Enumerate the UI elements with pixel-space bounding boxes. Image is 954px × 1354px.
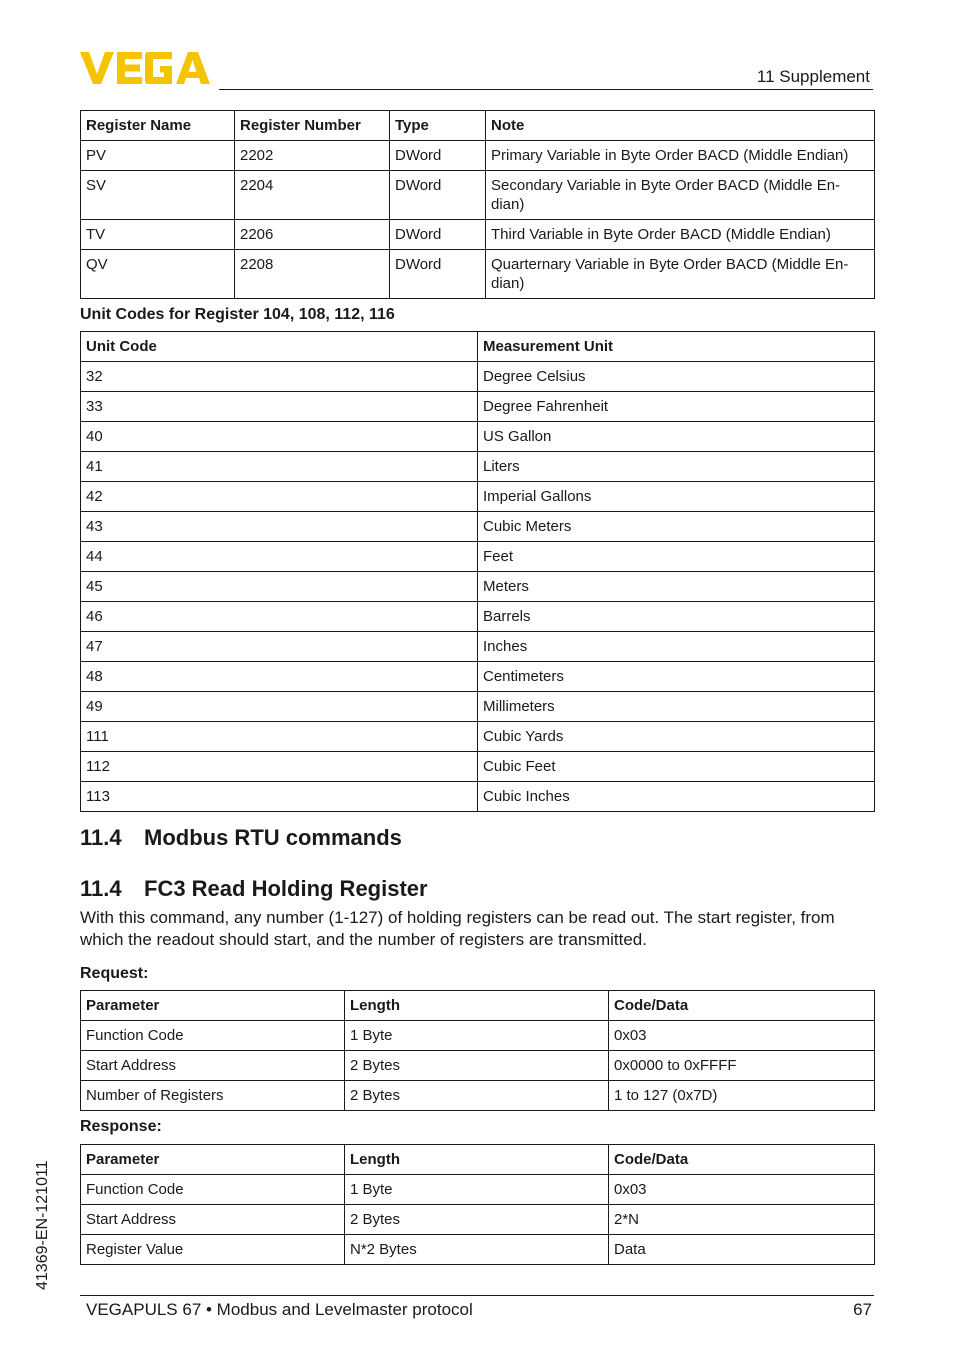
table-row xyxy=(81,782,875,812)
table-cell: Cubic Meters xyxy=(478,512,875,542)
table-cell: Feet xyxy=(478,542,875,572)
table-cell: 2*N xyxy=(609,1205,875,1235)
col-header: Length xyxy=(345,1145,609,1175)
table-cell: 2208 xyxy=(235,250,390,299)
section-heading-fc3 xyxy=(80,876,428,902)
table-cell: Number of Registers xyxy=(81,1081,345,1111)
table-row xyxy=(81,752,875,782)
register-table xyxy=(80,110,875,299)
table-cell: DWord xyxy=(390,171,486,220)
table-row xyxy=(81,1175,875,1205)
col-header: Code/Data xyxy=(609,991,875,1021)
table-cell: 2 Bytes xyxy=(345,1081,609,1111)
table-row xyxy=(81,602,875,632)
table-cell: 47 xyxy=(81,632,478,662)
table-header-row xyxy=(81,1145,875,1175)
table-row xyxy=(81,250,875,299)
table-cell: 1 Byte xyxy=(345,1175,609,1205)
col-header: Parameter xyxy=(81,1145,345,1175)
table-cell: Cubic Feet xyxy=(478,752,875,782)
table-cell: 0x03 xyxy=(609,1175,875,1205)
table-cell: SV xyxy=(81,171,235,220)
table-row xyxy=(81,1205,875,1235)
table-cell: Centimeters xyxy=(478,662,875,692)
table-row xyxy=(81,1081,875,1111)
col-header: Register Name xyxy=(81,111,235,141)
table-cell: Cubic Yards xyxy=(478,722,875,752)
header-rule xyxy=(219,89,873,90)
col-header: Code/Data xyxy=(609,1145,875,1175)
col-header: Unit Code xyxy=(81,332,478,362)
request-label: Request: xyxy=(80,965,149,982)
table-cell: DWord xyxy=(390,250,486,299)
table-cell: 112 xyxy=(81,752,478,782)
table-cell: 2202 xyxy=(235,141,390,171)
col-header: Note xyxy=(486,111,875,141)
table-row xyxy=(81,1051,875,1081)
table-cell: 45 xyxy=(81,572,478,602)
page-number: 67 xyxy=(853,1300,872,1319)
table-row xyxy=(81,722,875,752)
col-header: Register Number xyxy=(235,111,390,141)
table-row xyxy=(81,392,875,422)
table-cell: Start Address xyxy=(81,1051,345,1081)
table-cell: Function Code xyxy=(81,1175,345,1205)
table-cell: 2206 xyxy=(235,220,390,250)
table-header-row xyxy=(81,991,875,1021)
table-cell: QV xyxy=(81,250,235,299)
table-cell: 0x03 xyxy=(609,1021,875,1051)
table-cell: Data xyxy=(609,1235,875,1265)
table-row xyxy=(81,1235,875,1265)
table-cell: Barrels xyxy=(478,602,875,632)
table-row xyxy=(81,1021,875,1051)
table-cell: DWord xyxy=(390,220,486,250)
table-row xyxy=(81,422,875,452)
table-cell: 41 xyxy=(81,452,478,482)
table-cell: 40 xyxy=(81,422,478,452)
table-cell: Third Variable in Byte Order BACD (Middle Endian) xyxy=(486,220,875,250)
footer-title: VEGAPULS 67 • Modbus and Levelmaster protocol xyxy=(86,1300,473,1319)
footer-rule xyxy=(80,1295,874,1296)
table-row xyxy=(81,662,875,692)
table-cell: Function Code xyxy=(81,1021,345,1051)
table-row xyxy=(81,141,875,171)
table-cell: Degree Celsius xyxy=(478,362,875,392)
table-cell: Millimeters xyxy=(478,692,875,722)
table-cell: Imperial Gallons xyxy=(478,482,875,512)
section-heading-modbus-rtu xyxy=(80,825,402,851)
table-header-row xyxy=(81,332,875,362)
section-title: FC3 Read Holding Register xyxy=(144,876,428,901)
table-cell: Inches xyxy=(478,632,875,662)
running-header: 11 Supplement xyxy=(756,67,870,86)
request-table xyxy=(80,990,875,1111)
table-cell: 111 xyxy=(81,722,478,752)
table-cell: 32 xyxy=(81,362,478,392)
table-cell: TV xyxy=(81,220,235,250)
table-cell: PV xyxy=(81,141,235,171)
table-row xyxy=(81,632,875,662)
table-row xyxy=(81,692,875,722)
table-row xyxy=(81,362,875,392)
table-row xyxy=(81,512,875,542)
table-row xyxy=(81,542,875,572)
table-cell: 1 Byte xyxy=(345,1021,609,1051)
table-cell: Quarternary Variable in Byte Order BACD (Middle En- dian) xyxy=(486,250,875,299)
table-cell: 113 xyxy=(81,782,478,812)
intro-paragraph: With this command, any number (1-127) of holding registers can be read out. The start register, from which the readout should start, and the number of registers are transmitted. xyxy=(80,908,835,949)
table-cell: 33 xyxy=(81,392,478,422)
table-cell: US Gallon xyxy=(478,422,875,452)
table-cell: 1 to 127 (0x7D) xyxy=(609,1081,875,1111)
col-header: Measurement Unit xyxy=(478,332,875,362)
vega-logo xyxy=(80,52,212,84)
table-row xyxy=(81,572,875,602)
table-cell: 42 xyxy=(81,482,478,512)
table-cell: Secondary Variable in Byte Order BACD (Middle En- dian) xyxy=(486,171,875,220)
response-label: Response: xyxy=(80,1118,162,1135)
col-header: Length xyxy=(345,991,609,1021)
table-cell: 46 xyxy=(81,602,478,632)
table-cell: Start Address xyxy=(81,1205,345,1235)
table-cell: 44 xyxy=(81,542,478,572)
table-cell: Meters xyxy=(478,572,875,602)
table-cell: N*2 Bytes xyxy=(345,1235,609,1265)
col-header: Parameter xyxy=(81,991,345,1021)
table-cell: Cubic Inches xyxy=(478,782,875,812)
table-row xyxy=(81,220,875,250)
col-header: Type xyxy=(390,111,486,141)
section-number: 11.4 xyxy=(80,825,122,850)
table-cell: 43 xyxy=(81,512,478,542)
section-number: 11.4 xyxy=(80,876,122,901)
table-cell: 2 Bytes xyxy=(345,1051,609,1081)
table-cell: 0x0000 to 0xFFFF xyxy=(609,1051,875,1081)
table-row xyxy=(81,482,875,512)
table-cell: Register Value xyxy=(81,1235,345,1265)
response-table xyxy=(80,1144,875,1265)
table-cell: 2 Bytes xyxy=(345,1205,609,1235)
table-cell: Primary Variable in Byte Order BACD (Middle Endian) xyxy=(486,141,875,171)
unit-codes-title: Unit Codes for Register 104, 108, 112, 116 xyxy=(80,306,395,323)
table-cell: 49 xyxy=(81,692,478,722)
table-header-row xyxy=(81,111,875,141)
table-row xyxy=(81,171,875,220)
table-row xyxy=(81,452,875,482)
table-cell: DWord xyxy=(390,141,486,171)
table-cell: 48 xyxy=(81,662,478,692)
table-cell: Degree Fahrenheit xyxy=(478,392,875,422)
document-code: 41369-EN-121011 xyxy=(34,1160,51,1290)
table-cell: Liters xyxy=(478,452,875,482)
section-title: Modbus RTU commands xyxy=(144,825,402,850)
table-cell: 2204 xyxy=(235,171,390,220)
unit-codes-table xyxy=(80,331,875,812)
